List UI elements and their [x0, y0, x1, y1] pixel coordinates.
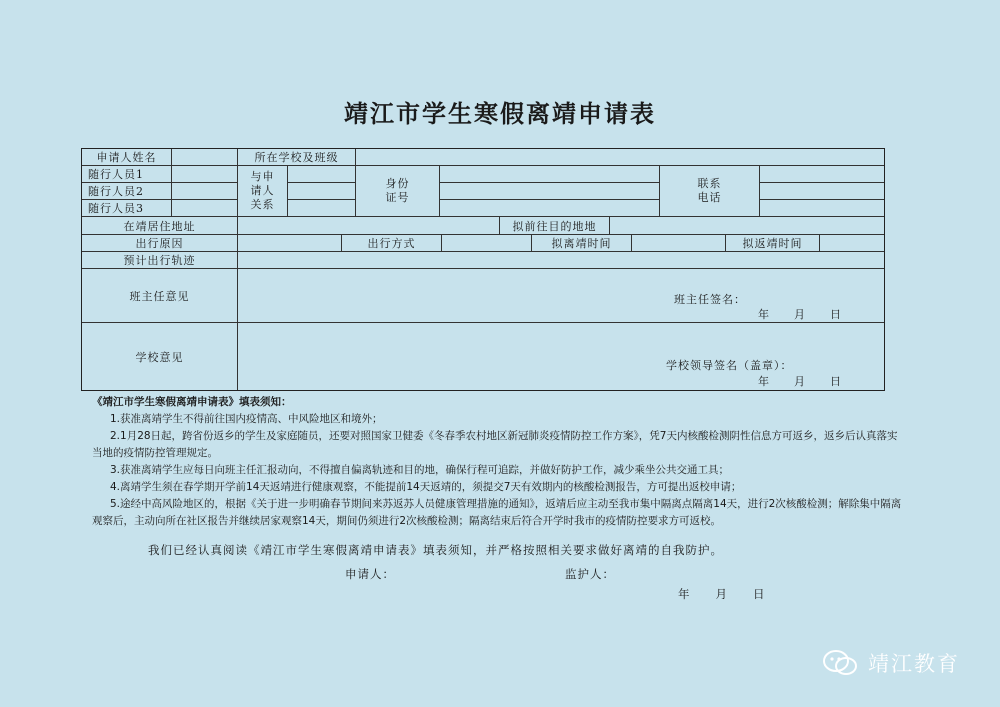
teacher-opinion-label: 班主任意见	[82, 269, 238, 323]
address-label: 在靖居住地址	[82, 217, 238, 235]
destination-field[interactable]	[610, 217, 884, 235]
destination-label: 拟前往目的地地	[500, 217, 610, 235]
relation-label: 与申 请人 关系	[238, 166, 288, 217]
id-number-field-2[interactable]	[440, 183, 660, 200]
instructions	[92, 394, 902, 530]
companion-2-label: 随行人员2	[82, 183, 172, 200]
school-sign-date: 年 月 日	[758, 375, 842, 388]
guardian-signature-label: 监护人：	[565, 567, 615, 581]
application-form	[81, 148, 885, 391]
school-opinion-label: 学校意见	[82, 323, 238, 390]
school-class-field[interactable]	[356, 149, 884, 166]
companion-1-label: 随行人员1	[82, 166, 172, 183]
watermark-text: 靖江教育	[868, 652, 960, 676]
id-number-field-3[interactable]	[440, 200, 660, 217]
transport-field[interactable]	[442, 235, 532, 252]
relation-field-1[interactable]	[288, 166, 356, 183]
phone-field-1[interactable]	[760, 166, 884, 183]
companion-1-field[interactable]	[172, 166, 238, 183]
return-time-field[interactable]	[820, 235, 884, 252]
address-field[interactable]	[238, 217, 500, 235]
phone-field-2[interactable]	[760, 183, 884, 200]
id-number-label: 身份 证号	[356, 166, 440, 217]
applicant-name-field[interactable]	[172, 149, 238, 166]
instruction-item: 3.获准离靖学生应每日向班主任汇报动向，不得擅自偏离轨迹和目的地，确保行程可追踪，并做好防护工作，减少乘坐公共交通工具；	[110, 464, 730, 476]
teacher-sign-label: 班主任签名：	[674, 293, 746, 306]
wechat-icon	[822, 649, 858, 677]
signature-date: 年 月 日	[678, 587, 766, 601]
instruction-item: 2.1月28日起，跨省份返乡的学生及家庭随员，还要对照国家卫健委《冬春季农村地区新冠肺炎疫情防控工作方案》，凭7天内核酸检测阴性信息方可返乡，返乡后认真落实当地的疫情防控管理规定。	[92, 430, 898, 459]
return-time-label: 拟返靖时间	[726, 235, 820, 252]
applicant-signature-label: 申请人：	[345, 567, 395, 581]
depart-time-label: 拟离靖时间	[532, 235, 632, 252]
route-field[interactable]	[238, 252, 884, 269]
reason-label: 出行原因	[82, 235, 238, 252]
instruction-item: 5.途经中高风险地区的，根据《关于进一步明确春节期间来苏返苏人员健康管理措施的通知》，返靖后应主动至我市集中隔离点隔离14天，进行2次核酸检测；解除集中隔离观察后，主动向所在社区报告并继续居家观察14天，期间仍须进行2次核酸检测；隔离结束后符合开学时我市的疫情防控要求方可返校。	[92, 498, 902, 527]
relation-field-3[interactable]	[288, 200, 356, 217]
instructions-heading: 《靖江市学生寒假离靖申请表》填表须知：	[92, 396, 292, 408]
watermark	[822, 648, 960, 678]
companion-3-field[interactable]	[172, 200, 238, 217]
instruction-item: 4.离靖学生须在春学期开学前14天返靖进行健康观察，不能提前14天返靖的，须提交7天有效期内的核酸检测报告，方可提出返校申请；	[110, 481, 742, 493]
id-number-field-1[interactable]	[440, 166, 660, 183]
route-label: 预计出行轨迹	[82, 252, 238, 269]
declaration: 我们已经认真阅读《靖江市学生寒假离靖申请表》填表须知，并严格按照相关要求做好离靖的自我防护。	[148, 543, 723, 557]
instruction-item: 1.获准离靖学生不得前往国内疫情高、中风险地区和境外；	[110, 413, 383, 425]
depart-time-field[interactable]	[632, 235, 726, 252]
school-sign-label: 学校领导签名（盖章）：	[666, 359, 793, 372]
teacher-sign-date: 年 月 日	[758, 308, 842, 321]
school-class-label: 所在学校及班级	[238, 149, 356, 166]
phone-label: 联系 电话	[660, 166, 760, 217]
applicant-name-label: 申请人姓名	[82, 149, 172, 166]
companion-2-field[interactable]	[172, 183, 238, 200]
reason-field[interactable]	[238, 235, 342, 252]
phone-field-3[interactable]	[760, 200, 884, 217]
relation-field-2[interactable]	[288, 183, 356, 200]
companion-3-label: 随行人员3	[82, 200, 172, 217]
form-title: 靖江市学生寒假离靖申请表	[344, 100, 656, 128]
transport-label: 出行方式	[342, 235, 442, 252]
